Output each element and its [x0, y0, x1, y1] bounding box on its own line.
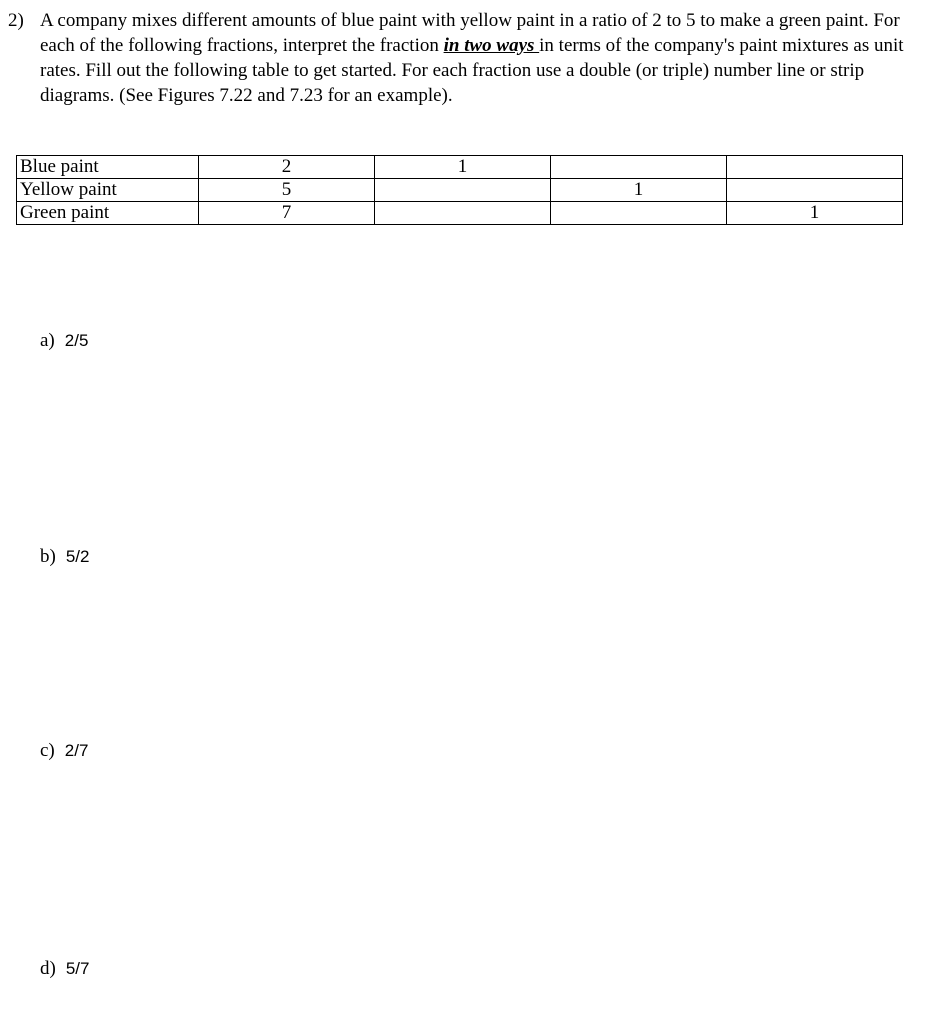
table-cell: 7: [199, 202, 375, 225]
table-cell: [551, 202, 727, 225]
table-cell: 1: [375, 156, 551, 179]
table-row-blue: [17, 156, 903, 179]
table-row-yellow: [17, 179, 903, 202]
table-cell: [551, 156, 727, 179]
row-label: Yellow paint: [17, 179, 199, 202]
table-cell: 1: [727, 202, 903, 225]
problem-text-after: in terms of the company's paint mixtures as unit rates. Fill out the following table to get started. For each fraction use a double (or triple) number line or strip diagrams. (See Figures 7.22 and 7.23 for an example).: [40, 35, 904, 106]
table-cell: 1: [551, 179, 727, 202]
part-fraction: 2/7: [64, 741, 89, 760]
problem-statement: [8, 8, 908, 108]
part-fraction: 5/7: [65, 959, 90, 978]
problem-text-before: A company mixes different amounts of blue paint with yellow paint in a ratio of 2 to 5 to make a green paint. For each of the following fractions, interpret the fraction: [40, 10, 900, 56]
table-cell: 5: [199, 179, 375, 202]
part-a: [40, 330, 88, 352]
part-d: [40, 958, 89, 980]
ratio-table: [16, 155, 903, 225]
part-letter: a): [40, 330, 55, 351]
problem-emphasis: in two ways: [443, 35, 540, 56]
table-cell: [727, 156, 903, 179]
part-letter: b): [40, 546, 56, 567]
part-fraction: 5/2: [65, 547, 90, 566]
part-letter: c): [40, 740, 55, 761]
part-b: [40, 546, 89, 568]
table-row-green: [17, 202, 903, 225]
table-cell: 2: [199, 156, 375, 179]
table-cell: [727, 179, 903, 202]
part-c: [40, 740, 88, 762]
row-label: Green paint: [17, 202, 199, 225]
problem-text: [40, 8, 908, 108]
part-letter: d): [40, 958, 56, 979]
problem-number: 2): [8, 10, 24, 31]
row-label: Blue paint: [17, 156, 199, 179]
part-fraction: 2/5: [64, 331, 89, 350]
table-cell: [375, 179, 551, 202]
table-cell: [375, 202, 551, 225]
